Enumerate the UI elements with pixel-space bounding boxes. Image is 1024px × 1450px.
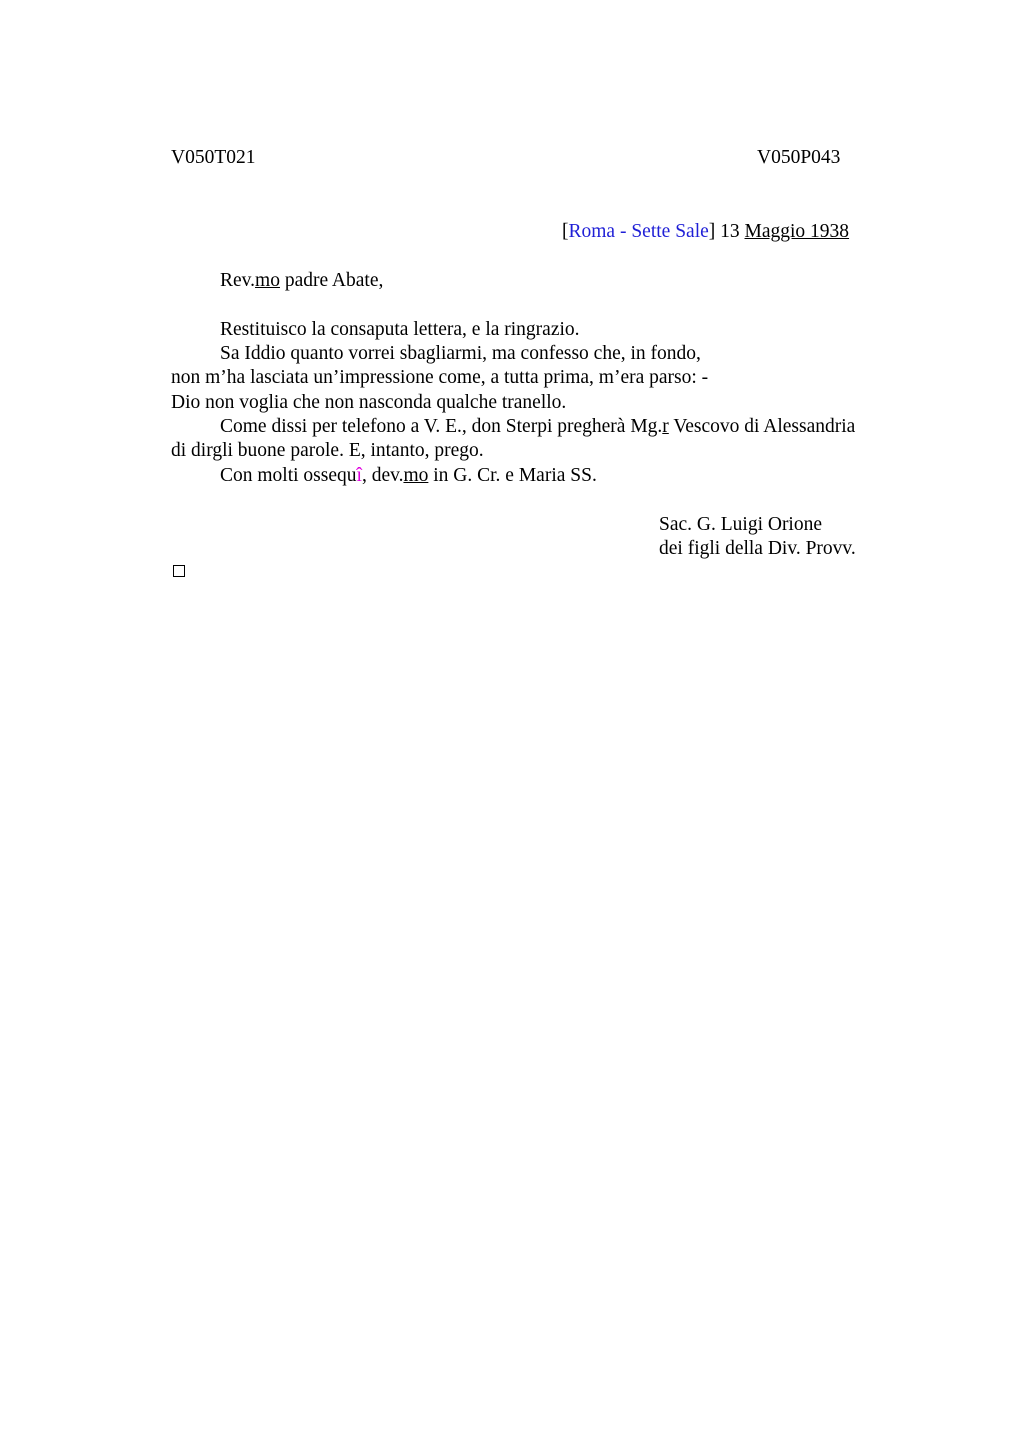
dateline-month-year: Maggio 1938: [744, 221, 850, 242]
dateline-day: 13: [720, 221, 740, 242]
signature-line-1: Sac. G. Luigi Orione: [659, 514, 823, 535]
document-code-left: V050T021: [171, 147, 256, 168]
body-line-5-start: Come dissi per telefono a V. E., don Sterpi pregherà Mg.: [220, 416, 663, 437]
salutation: [220, 269, 383, 293]
salutation-rest: padre Abate,: [284, 270, 384, 291]
salutation-prefix: Rev.: [220, 270, 256, 291]
closing-part-2: , dev.: [361, 465, 404, 486]
body-line-1: Restituisco la consaputa lettera, e la ringrazio.: [220, 319, 580, 340]
body-line-4: Dio non voglia che non nasconda qualche tranello.: [171, 392, 567, 413]
document-code-right: V050P043: [757, 147, 841, 168]
closing-line: [220, 464, 597, 488]
closing-accent: î: [356, 465, 362, 486]
body-line-5-abbrev: r: [662, 416, 669, 437]
body-line-6: di dirgli buone parole. E, intanto, prego.: [171, 440, 484, 461]
body-line-5-end: Vescovo di Alessandria: [673, 416, 856, 437]
closing-abbrev: mo: [403, 465, 429, 486]
dateline-close-bracket: ]: [708, 221, 716, 242]
body-line-5: [220, 415, 855, 439]
dateline-place: Roma - Sette Sale: [568, 221, 709, 242]
body-line-3: non m’ha lasciata un’impressione come, a tutta prima, m’era parso: -: [171, 367, 709, 388]
end-marker-box: [173, 565, 185, 577]
dateline: [562, 220, 849, 244]
dateline-open-bracket: [: [562, 221, 569, 242]
salutation-abbrev: mo: [255, 270, 280, 291]
signature-line-2: dei figli della Div. Provv.: [659, 538, 856, 559]
closing-part-1: Con molti ossequ: [220, 465, 357, 486]
closing-part-3: in G. Cr. e Maria SS.: [433, 465, 597, 486]
body-line-2: Sa Iddio quanto vorrei sbagliarmi, ma confesso che, in fondo,: [220, 343, 701, 364]
